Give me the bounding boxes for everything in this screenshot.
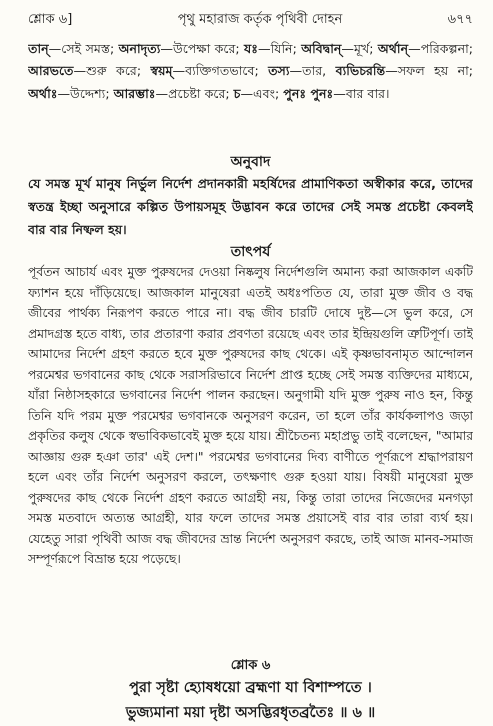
synonym-meaning: —পরিকল্পনা; xyxy=(408,41,473,56)
synonym-meaning: —এবং; xyxy=(240,85,284,101)
synonym-meaning: —সফল হয় না; xyxy=(385,63,473,79)
purport-heading: তাৎপর্য xyxy=(230,244,271,260)
translation-text: যে সমস্ত মূর্খ মানুষ নির্ভুল নির্দেশ প্রদানকারী মহর্ষিদের প্রামাণিকতা অস্বীকার করে, তাদের স্বতন্ত্র ইচ্ছা অনুসারে কল্পিত উপায়সমূহ উদ্ভাবন করে তাদের সেই সমস্ত প্রচেষ্টা কেবলই বার বার নিষ্ফল হয়। xyxy=(28,176,473,237)
synonym-word: আরম্ভাঃ xyxy=(113,85,156,101)
synonym-meaning: —সেই সমস্ত; xyxy=(48,41,119,56)
page-number: ৬৭৭ xyxy=(447,12,473,27)
running-title: পৃথু মহারাজ কর্তৃক পৃথিবী দোহন xyxy=(177,12,343,27)
synonym-meaning: —ব্যক্তিগতভাবে; xyxy=(172,63,269,79)
verse-heading: শ্লোক ৬ xyxy=(230,658,271,673)
synonym-word: তান্ xyxy=(28,41,49,56)
synonym-meaning: —মূর্খ; xyxy=(341,41,378,56)
synonym-meaning: —উপেক্ষা করে; xyxy=(160,41,245,56)
synonyms-paragraph xyxy=(28,38,473,152)
synonym-meaning: —উদ্দেশ্য; xyxy=(57,85,114,101)
synonym-meaning: —বার বার। xyxy=(333,85,390,101)
synonym-meaning: —যিনি; xyxy=(258,41,302,56)
synonym-meaning: —শুরু করে; xyxy=(73,63,151,79)
synonym-word: অর্থাঃ xyxy=(28,85,58,101)
chapter-verse-ref: শ্লোক ৬] xyxy=(28,12,73,27)
translation-heading: অনুবাদ xyxy=(230,154,271,170)
synonym-meaning: —প্রচেষ্টা করে; xyxy=(155,85,234,101)
synonym-word: তস্য xyxy=(268,63,290,79)
page-header xyxy=(28,8,473,32)
verse-line-2: ভুজ্যমানা ময়া দৃষ্টা অসদ্ভিরধৃতব্রতৈঃ ॥ ৬ ॥ xyxy=(125,705,376,721)
synonym-word: যঃ xyxy=(244,41,258,56)
synonym-word: আরভতে xyxy=(28,63,74,79)
purport-text: পূর্বতন আচার্য এবং মুক্ত পুরুষদের দেওয়া নিষ্কলুষ নির্দেশগুলি অমান্য করা আজকাল একটি ফ্যাশন হয়ে দাঁড়িয়েছে। আজকাল মানুষেরা এতই অধঃপতিত যে, তারা মুক্ত জীব ও বদ্ধ জীবের পার্থক্য নিরূপণ করতে পারে না। বদ্ধ জীব চারটি দোষে দুষ্ট—সে ভুল করে, সে প্রমাদগ্রস্ত হতে বাধ্য, তার প্রতারণা করার প্রবণতা রয়েছে এবং তার ইন্দ্রিয়গুলি ত্রুটিপূর্ণ। তাই আমাদের নির্দেশ গ্রহণ করতে হবে মুক্ত পুরুষদের কাছ থেকে। এই কৃষ্ণভাবনামৃত আন্দোলন পরমেশ্বর ভগবানের কাছ থেকে সরাসরিভাবে নির্দেশ প্রাপ্ত হচ্ছে সেই সমস্ত ব্যক্তিদের মাধ্যমে, যাঁরা নিষ্ঠাসহকারে ভগবানের নির্দেশ পালন করছেন। অনুগামী যদি মুক্ত পুরুষ নাও হন, কিন্তু তিনি যদি পরম মুক্ত পরমেশ্বর ভগবানকে অনুসরণ করেন, তা হলে তাঁর কার্যকলাপও জড়া প্রকৃতির কলুষ থেকে স্বভাবিকভাবেই মুক্ত হয়ে যায়। শ্রীচৈতন্য মহাপ্রভু তাই বলেছেন, "আমার আজ্ঞায় গুরু হঞা তার' এই দেশ।" পরমেশ্বর ভগবানের দিব্য বাণীতে পূর্ণরূপে শ্রদ্ধাপরায়ণ হলে এবং তাঁর নির্দেশ অনুসরণ করলে, তৎক্ষণাৎ গুরু হওয়া যায়। বিষয়ী মানুষেরা মুক্ত পুরুষদের কাছ থেকে নির্দেশ গ্রহণ করতে আগ্রহী নয়, কিন্তু তারা তাদের নিজেদের মনগড়া সমস্ত মতবাদে অত্যন্ত আগ্রহী, যার ফলে তাদের সমস্ত প্রয়াসেই বার বার তারা ব্যর্থ হয়। যেহেতু সারা পৃথিবী আজ বদ্ধ জীবদের ভ্রান্ত নির্দেশ অনুসরণ করছে, তাই আজ মানব-সমাজ সম্পূর্ণরূপে বিভ্রান্ত হয়ে পড়েছে। xyxy=(28,265,473,566)
synonym-word: অবিদ্বান্ xyxy=(301,41,342,56)
synonym-word: ব্যভিচরন্তি xyxy=(335,63,386,79)
synonym-word: অনাদৃত্য xyxy=(118,41,161,56)
synonym-meaning: —তার, xyxy=(289,63,336,79)
synonym-word: চ xyxy=(233,85,241,101)
synonym-word: পুনঃ পুনঃ xyxy=(283,85,334,101)
verse-line-1: পুরা সৃষ্টা হ্যোষধয়ো ব্রহ্মণা যা বিশাম্পতে । xyxy=(129,680,372,696)
synonym-word: অর্থান্ xyxy=(377,41,409,56)
synonym-word: স্বয়ম্ xyxy=(150,63,173,79)
